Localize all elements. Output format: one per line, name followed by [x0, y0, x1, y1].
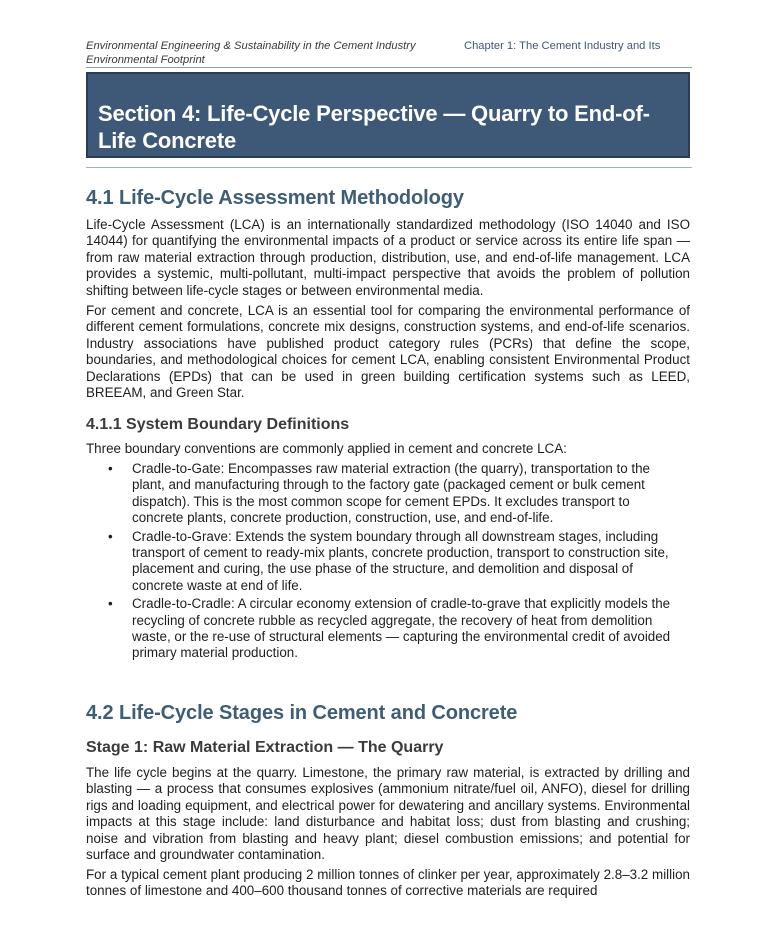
list-item-text: Cradle-to-Gate: Encompasses raw material extraction (the quarry), transportation to the plant, and manufacturing through to the factory gate (packaged cement or bulk cement dispatch). This is the most common scope for cement EPDs. It excludes transport to concrete plants, concrete production, construction, use, and end-of-life. — [132, 461, 650, 526]
paragraph-lca-definition: Life-Cycle Assessment (LCA) is an internationally standardized methodology (ISO 14040 and ISO 14044) for quantifying the environmental impacts of a product or service across its entire life span — from raw material extraction through production, distribution, use, and end-of-life management. LCA provides a systemic, multi-pollutant, multi-impact perspective that avoids the problem of pollution shifting between life-cycle stages or between environmental media. — [86, 217, 690, 298]
heading-4-2: 4.2 Life-Cycle Stages in Cement and Concrete — [86, 702, 518, 724]
list-item-cradle-to-grave — [86, 529, 684, 595]
running-header — [86, 39, 692, 67]
paragraph-quarry-quantities: For a typical cement plant producing 2 million tonnes of clinker per year, approximately 2.8–3.2 million tonnes of limestone and 400–600 thousand tonnes of corrective materials are required — [86, 867, 690, 899]
bullet-glyph: • — [108, 528, 113, 544]
header-divider — [86, 67, 692, 68]
section-title: Section 4: Life-Cycle Perspective — Quarry to End-of-Life Concrete — [98, 101, 650, 153]
running-header-chapter-continued: Environmental Footprint — [86, 54, 205, 66]
section-banner — [86, 72, 690, 158]
bullet-glyph: • — [108, 596, 113, 612]
paragraph-lca-cement: For cement and concrete, LCA is an essential tool for comparing the environmental performance of different cement formulations, concrete mix designs, construction systems, and end-of-life scenarios. Industry associations have published product category rules (PCRs) that define the scope, boundaries, and methodological choices for cement LCA, enabling consistent Environmental Product Declarations (EPDs) that can be used in green building certification systems such as LEED, BREEAM, and Green Star. — [86, 303, 690, 401]
heading-4-1-1: 4.1.1 System Boundary Definitions — [86, 416, 350, 433]
paragraph-boundary-intro: Three boundary conventions are commonly applied in cement and concrete LCA: — [86, 441, 567, 456]
list-item-text: Cradle-to-Cradle: A circular economy extension of cradle-to-grave that explicitly models the recycling of concrete rubble as recycled aggregate, the recovery of heat from demolition waste, or the re-use of structural elements — capturing the environmental credit of avoided primary material production. — [132, 596, 671, 661]
paragraph-quarry-impacts: The life cycle begins at the quarry. Limestone, the primary raw material, is extracted by drilling and blasting — a process that consumes explosives (ammonium nitrate/fuel oil, ANFO), diesel for drilling rigs and loading equipment, and electrical power for dewatering and ancillary systems. Environmental impacts at this stage include: land disturbance and habitat loss; dust from blasting and crushing; noise and vibration from blasting and heavy plant; diesel combustion emissions; and potential for surface and groundwater contamination. — [86, 765, 690, 863]
running-header-book-title: Environmental Engineering & Sustainability in the Cement Industry — [86, 40, 416, 52]
list-item-text: Cradle-to-Grave: Extends the system boundary through all downstream stages, including transport of cement to ready-mix plants, concrete production, transport to construction site, placement and curing, the use phase of the structure, and demolition and disposal of concrete waste at end of life. — [132, 528, 669, 593]
bullet-glyph: • — [108, 461, 113, 476]
heading-4-1: 4.1 Life-Cycle Assessment Methodology — [86, 187, 464, 209]
banner-divider — [86, 167, 692, 168]
list-item-cradle-to-gate — [86, 461, 684, 527]
running-header-chapter: Chapter 1: The Cement Industry and Its — [464, 40, 661, 52]
list-item-cradle-to-cradle — [86, 596, 684, 662]
heading-stage-1: Stage 1: Raw Material Extraction — The Quarry — [86, 739, 444, 756]
boundary-list — [86, 461, 692, 664]
